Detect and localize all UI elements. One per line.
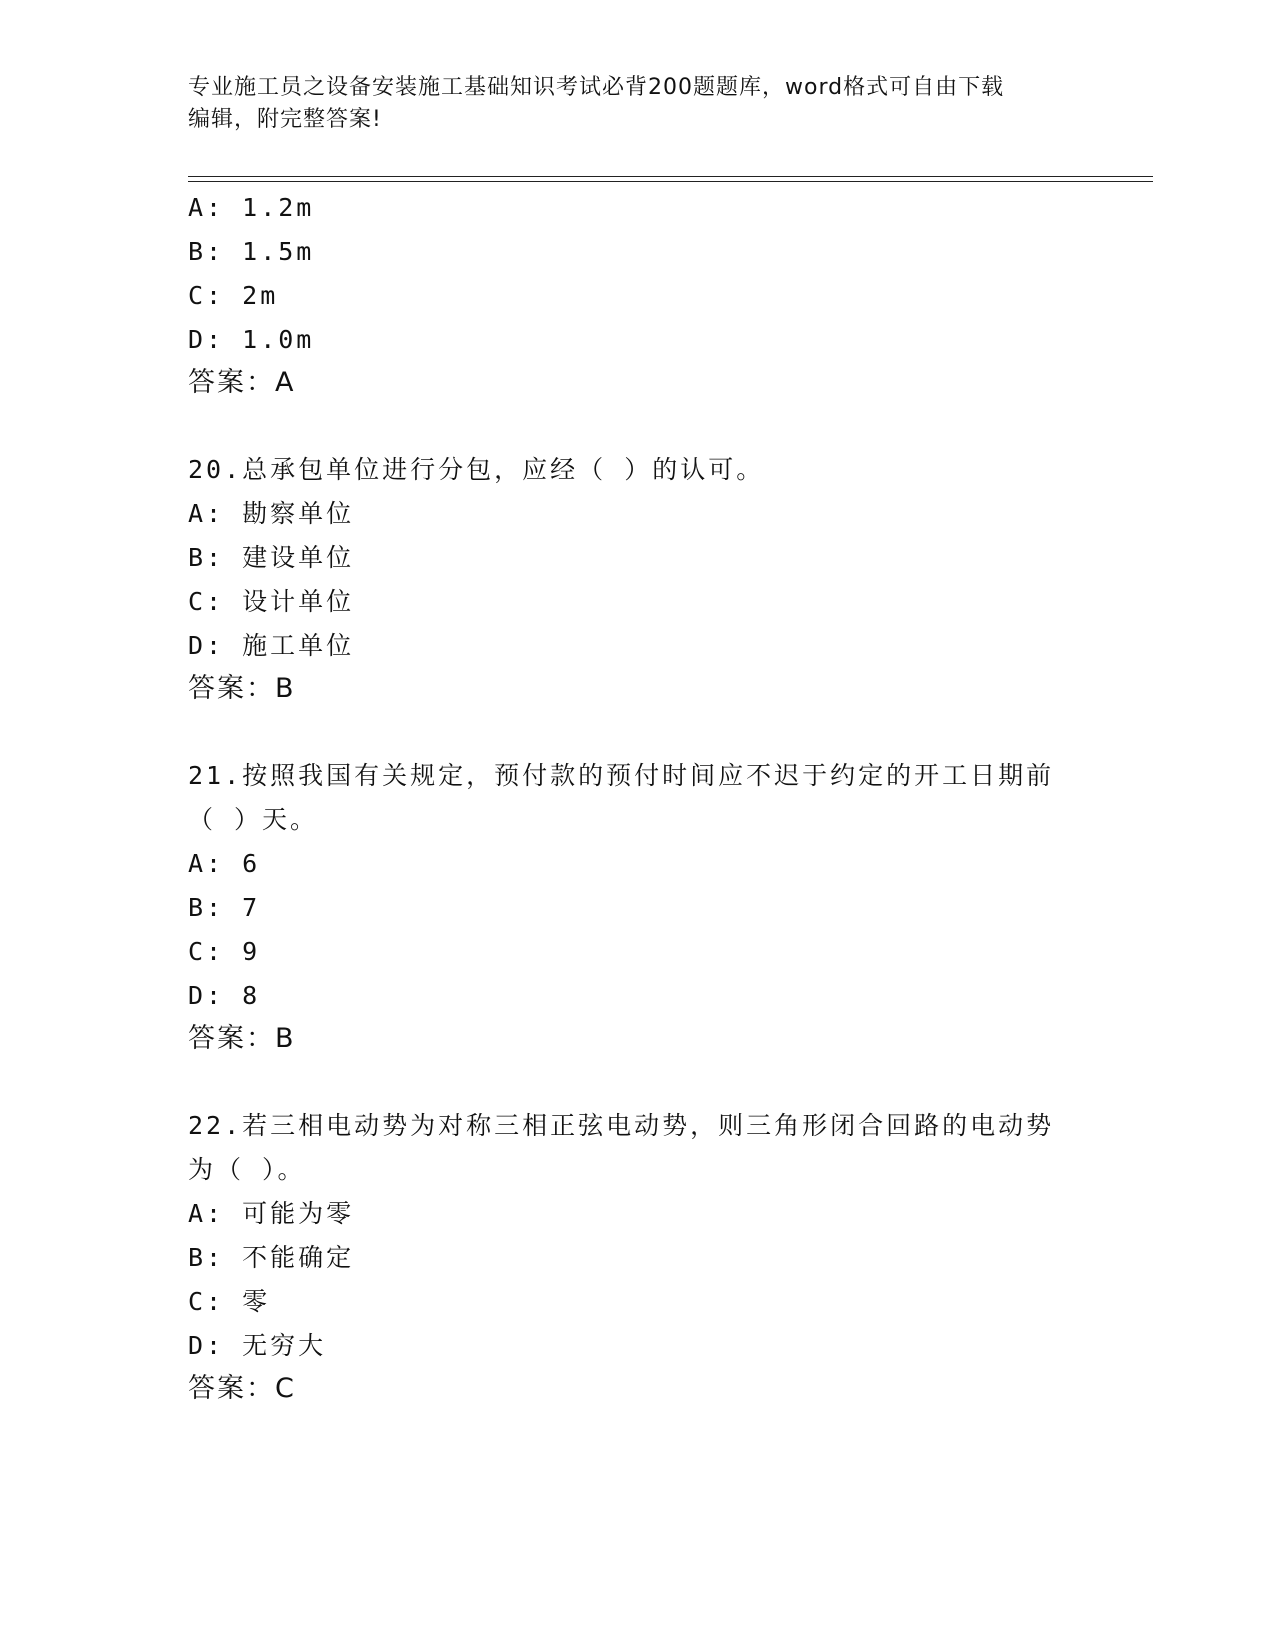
q19-option-c: C: 2m	[188, 281, 279, 310]
q22-option-d: D: 无穷大	[188, 1331, 327, 1360]
q21-question-line-1: 21.按照我国有关规定，预付款的预付时间应不迟于约定的开工日期前	[188, 761, 1055, 790]
q22-option-a: A: 可能为零	[188, 1199, 355, 1228]
q19-option-a: A: 1.2m	[188, 193, 315, 222]
q19-option-b: B: 1.5m	[188, 237, 315, 266]
document-header	[188, 72, 1068, 136]
header-divider-bottom	[188, 181, 1153, 182]
q20-option-a: A: 勘察单位	[188, 499, 355, 528]
q19-option-d: D: 1.0m	[188, 325, 315, 354]
q20-question: 20.总承包单位进行分包，应经（ ）的认可。	[188, 455, 765, 484]
q21-option-c: C: 9	[188, 937, 261, 966]
q21-question-line-2: （ ）天。	[188, 805, 319, 834]
q20-option-d: D: 施工单位	[188, 631, 355, 660]
q21-answer: 答案：B	[188, 1023, 296, 1054]
header-title-line-1: 专业施工员之设备安装施工基础知识考试必背200题题库，word格式可自由下载	[188, 75, 1005, 100]
header-divider-top	[188, 176, 1153, 177]
q20-option-b: B: 建设单位	[188, 543, 355, 572]
q20-option-c: C: 设计单位	[188, 587, 355, 616]
q19-answer: 答案：A	[188, 367, 296, 398]
q22-question-line-2: 为（ ）。	[188, 1155, 306, 1184]
q22-answer: 答案：C	[188, 1373, 296, 1404]
q21-option-b: B: 7	[188, 893, 261, 922]
q22-question-line-1: 22.若三相电动势为对称三相正弦电动势，则三角形闭合回路的电动势	[188, 1111, 1055, 1140]
q20-answer: 答案：B	[188, 673, 296, 704]
q21-option-a: A: 6	[188, 849, 261, 878]
q21-option-d: D: 8	[188, 981, 261, 1010]
q22-option-b: B: 不能确定	[188, 1243, 355, 1272]
q22-option-c: C: 零	[188, 1287, 271, 1316]
header-title-line-2: 编辑，附完整答案!	[188, 107, 382, 132]
